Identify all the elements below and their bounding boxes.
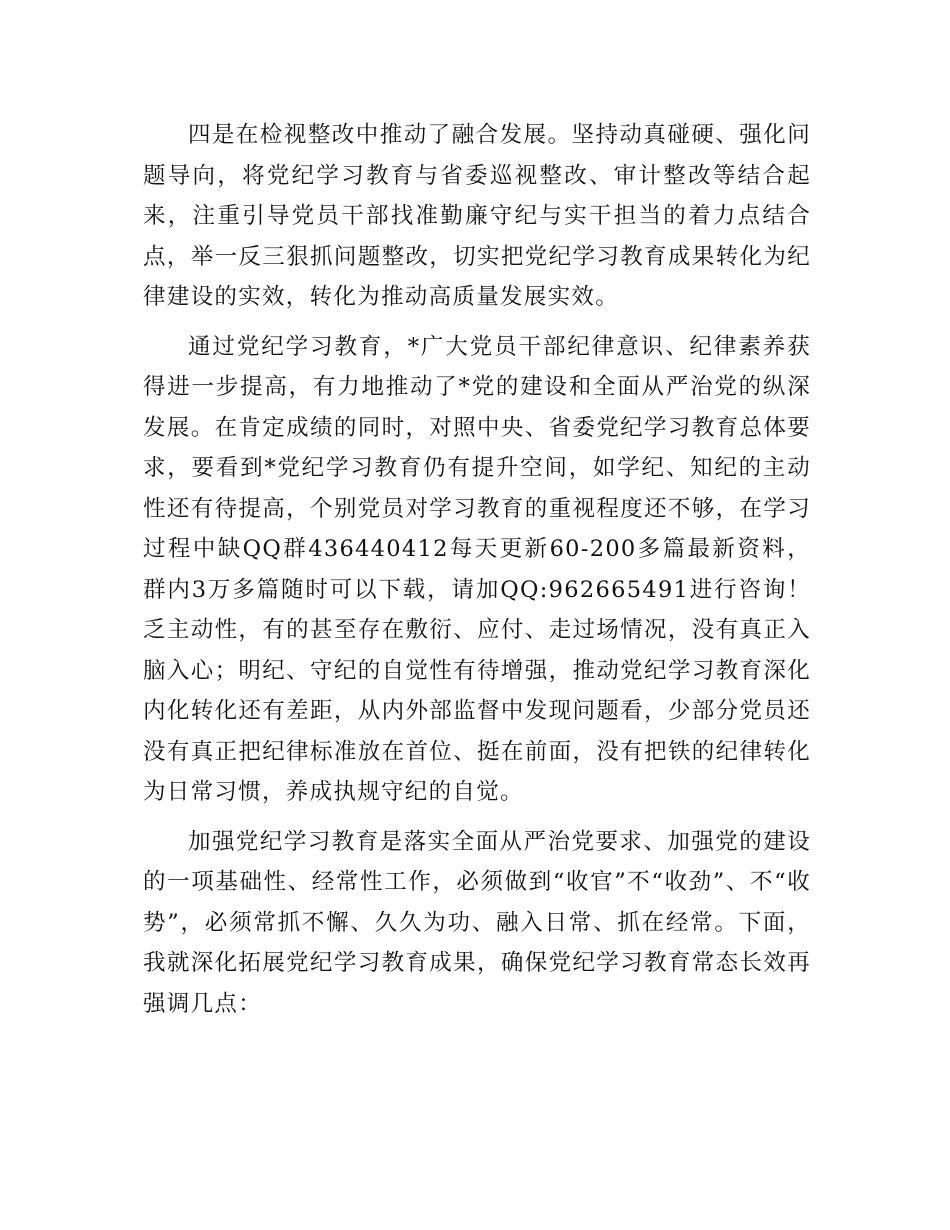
paragraph-rectification: 四是在检视整改中推动了融合发展。坚持动真碰硬、强化问题导向，将党纪学习教育与省委巡视整改、审计整改等结合起来，注重引导党员干部找准勤廉守纪与实干担当的着力点结合点，举一反三狠抓问题整改，切实把党纪学习教育成果转化为纪律建设的实效，转化为推动高质量发展实效。 (143, 122, 811, 310)
document-body (143, 115, 811, 1033)
paragraph-achievements-and-gaps: 通过党纪学习教育，*广大党员干部纪律意识、纪律素养获得进一步提高，有力地推动了*党的建设和全面从严治党的纵深发展。在肯定成绩的同时，对照中央、省委党纪学习教育总体要求，要看到*党纪学习教育仍有提升空间，如学纪、知纪的主动性还有待提高，个别党员对学习教育的重视程度还不够，在学习过程中缺QQ群436440412每天更新60-200多篇最新资料，群内3万多篇随时可以下载，请加QQ:962665491进行咨询！乏主动性，有的甚至存在敷衍、应付、走过场情况，没有真正入脑入心；明纪、守纪的自觉性有待增强，推动党纪学习教育深化内化转化还有差距，从内外部监督中发现问题看，少部分党员还没有真正把纪律标准放在首位、挺在前面，没有把铁的纪律转化为日常习惯，养成执规守纪的自觉。 (143, 333, 811, 805)
paragraph-requirements: 加强党纪学习教育是落实全面从严治党要求、加强党的建设的一项基础性、经常性工作，必须做到“收官”不“收劲”、不“收势”，必须常抓不懈、久久为功、融入日常、抓在经常。下面，我就深化拓展党纪学习教育成果，确保党纪学习教育常态长效再强调几点： (143, 828, 811, 1017)
